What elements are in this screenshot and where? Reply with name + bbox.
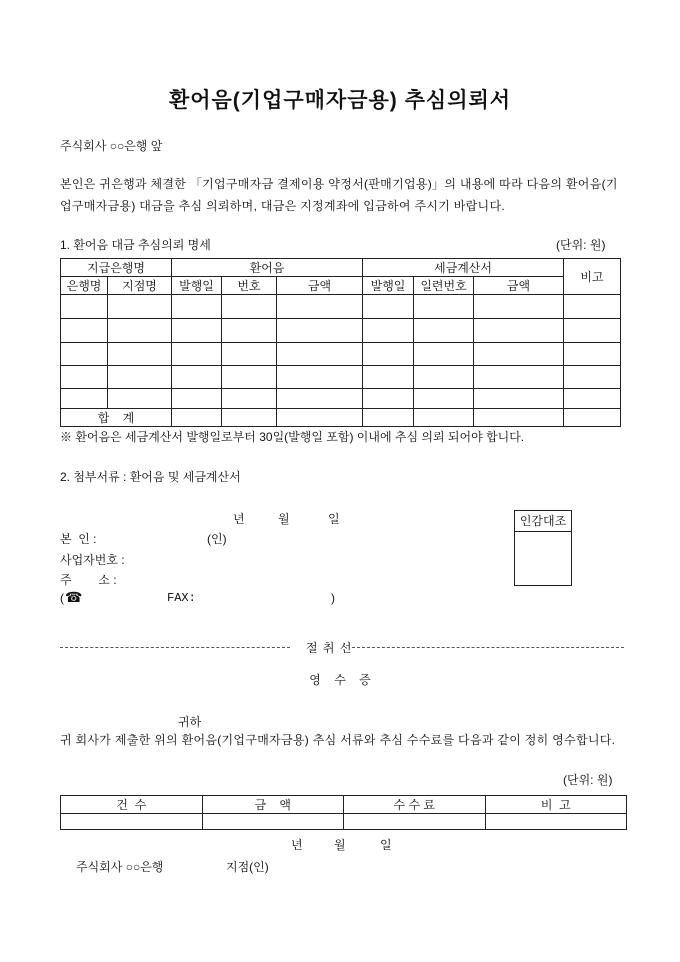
column-header: 비 고	[485, 796, 627, 814]
receipt-date-month: 월	[334, 838, 346, 852]
column-header: 건 수	[61, 796, 203, 814]
group-header: 지급은행명	[61, 259, 172, 277]
total-label: 합 계	[61, 409, 172, 427]
total-row	[61, 409, 621, 427]
section1-unit: (단위: 원)	[556, 238, 606, 252]
column-header: 금액	[474, 277, 564, 295]
phone-close: )	[331, 591, 335, 605]
table-row	[61, 319, 621, 343]
issuer-branch: 지점(인)	[226, 860, 269, 874]
cut-line-label: 절 취 선	[306, 641, 353, 655]
page-title: 환어음(기업구매자금용) 추심의뢰서	[168, 89, 512, 112]
receipt-table	[60, 795, 627, 830]
section2-heading: 2. 첨부서류 : 환어음 및 세금계산서	[60, 470, 241, 484]
date-year: 년	[233, 512, 245, 526]
receipt-date-day: 일	[380, 838, 392, 852]
intro-paragraph: 본인은 귀은행과 체결한 「기업구매자금 결제이용 약정서(판매기업용)」의 내용에 따라 다음의 환어음(기업구매자금용) 대금을 추심 의뢰하며, 대금은 지정계좌에 입금하여 주시기 바랍니다.	[60, 177, 618, 213]
column-header: 지점명	[108, 277, 172, 295]
column-header: 번호	[222, 277, 277, 295]
group-header: 환어음	[172, 259, 363, 277]
business-number-label: 사업자번호 :	[60, 553, 125, 567]
table-row	[61, 343, 621, 366]
seal-check-label: 인감대조	[515, 511, 571, 532]
deadline-note: ※ 환어음은 세금계산서 발행일로부터 30일(발행일 포함) 이내에 추심 의뢰 되어야 합니다.	[60, 430, 525, 444]
collection-detail-table	[60, 258, 621, 427]
cut-line-right	[352, 647, 624, 648]
telephone-icon: ☎	[65, 589, 83, 605]
date-day: 일	[328, 512, 340, 526]
phone-open: (	[60, 591, 64, 605]
column-header: 일련번호	[414, 277, 474, 295]
address-label: 주 소 :	[60, 573, 117, 587]
table-row	[61, 295, 621, 319]
column-header: 수 수 료	[344, 796, 486, 814]
column-header: 금액	[277, 277, 363, 295]
column-header: 금 액	[202, 796, 344, 814]
principal-label: 본 인 :	[60, 532, 97, 546]
receipt-to: 귀하	[178, 715, 202, 729]
group-header: 세금계산서	[363, 259, 564, 277]
receipt-unit: (단위: 원)	[563, 773, 613, 787]
column-header: 발행일	[172, 277, 222, 295]
column-header: 발행일	[363, 277, 414, 295]
receipt-title: 영 수 증	[309, 673, 371, 687]
issuer-bank: 주식회사 ○○은행	[76, 860, 164, 874]
cut-line-left	[60, 647, 290, 648]
column-header: 은행명	[61, 277, 108, 295]
section1-heading: 1. 환어음 대금 추심의뢰 명세	[60, 238, 211, 252]
table-row	[61, 389, 621, 409]
seal-mark: (인)	[207, 532, 227, 546]
seal-check-box	[514, 510, 572, 586]
receipt-date-year: 년	[291, 838, 303, 852]
table-row	[61, 366, 621, 389]
fax-label: FAX:	[167, 591, 196, 605]
receipt-body: 귀 회사가 제출한 위의 환어음(기업구매자금용) 추심 서류와 추심 수수료를 다음과 같이 정히 영수합니다.	[60, 733, 616, 747]
group-header: 비고	[564, 259, 621, 295]
addressee: 주식회사 ○○은행 앞	[60, 139, 163, 153]
date-month: 월	[278, 512, 290, 526]
table-row	[61, 814, 627, 830]
